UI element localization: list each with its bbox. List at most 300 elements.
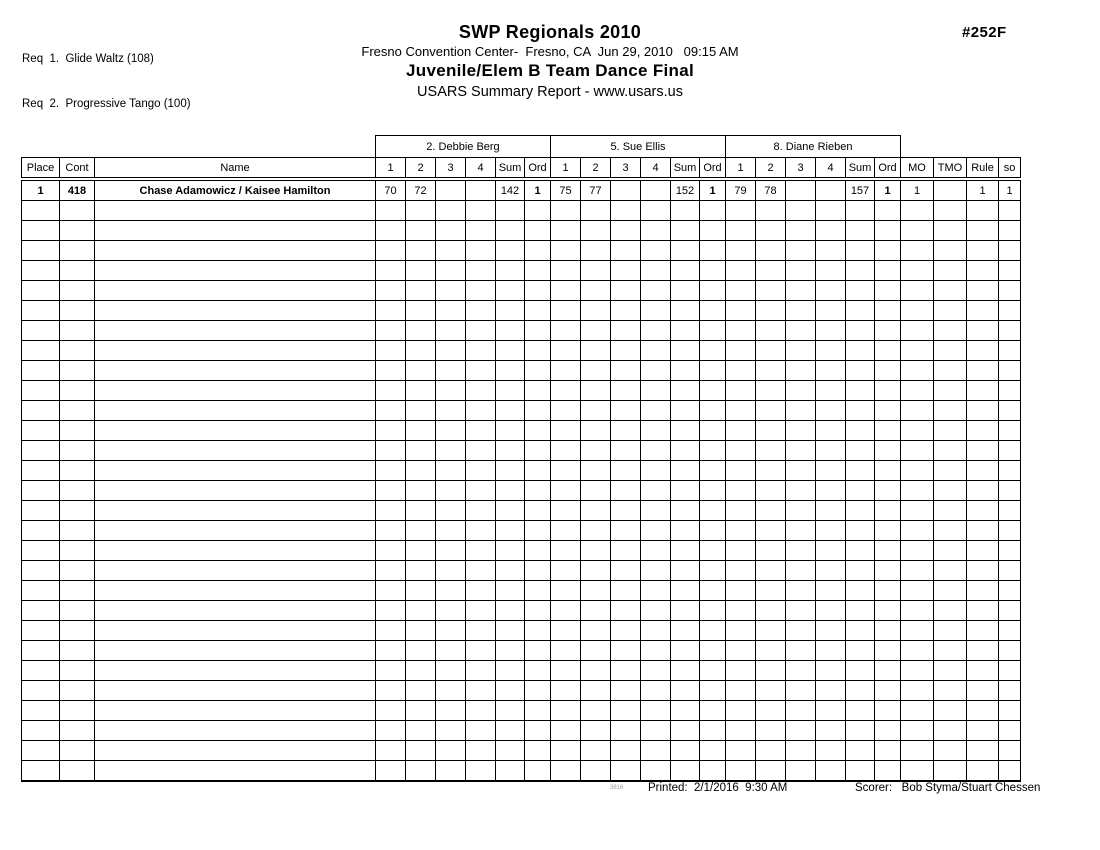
score-cell [581, 281, 611, 301]
score-cell [406, 521, 436, 541]
empty-row [22, 281, 1021, 301]
ord-cell [700, 201, 726, 221]
rule-cell [967, 401, 999, 421]
cont-cell [60, 601, 95, 621]
score-cell [581, 681, 611, 701]
sum-cell [496, 521, 525, 541]
score-cell [611, 341, 641, 361]
score-cell [611, 461, 641, 481]
ord-cell [525, 241, 551, 261]
score-cell [581, 721, 611, 741]
score-cell [551, 221, 581, 241]
score-cell [816, 661, 846, 681]
score-cell [406, 441, 436, 461]
sum-cell [496, 221, 525, 241]
col-header-judge2-2: 2 [581, 158, 611, 180]
place-cell [22, 341, 60, 361]
tmo-cell [934, 201, 967, 221]
score-cell [611, 581, 641, 601]
score-cell [756, 441, 786, 461]
score-cell [726, 561, 756, 581]
score-cell [641, 701, 671, 721]
ord-cell: 1 [875, 179, 901, 201]
score-cell [816, 341, 846, 361]
tmo-cell [934, 381, 967, 401]
sum-cell [846, 441, 875, 461]
ord-cell [875, 321, 901, 341]
score-cell [581, 441, 611, 461]
so-cell [999, 421, 1021, 441]
score-cell [641, 581, 671, 601]
place-cell [22, 441, 60, 461]
score-cell [551, 641, 581, 661]
score-cell [726, 741, 756, 761]
sum-cell [496, 501, 525, 521]
col-header-judge3-ord: Ord [875, 158, 901, 180]
score-cell [756, 381, 786, 401]
score-cell [376, 601, 406, 621]
ord-cell [525, 421, 551, 441]
score-cell [641, 601, 671, 621]
mo-cell [901, 241, 934, 261]
cont-cell [60, 421, 95, 441]
name-cell [95, 481, 376, 501]
score-cell [436, 641, 466, 661]
sum-cell [496, 641, 525, 661]
name-cell [95, 761, 376, 782]
score-cell [376, 441, 406, 461]
score-cell [581, 461, 611, 481]
score-cell [816, 321, 846, 341]
score-cell [406, 261, 436, 281]
score-cell [786, 641, 816, 661]
sum-cell [846, 541, 875, 561]
sum-cell: 152 [671, 179, 700, 201]
cont-cell [60, 401, 95, 421]
name-cell [95, 521, 376, 541]
sum-cell [671, 281, 700, 301]
ord-cell [700, 261, 726, 281]
mo-cell [901, 501, 934, 521]
sum-cell [846, 241, 875, 261]
score-cell [436, 341, 466, 361]
score-cell [376, 661, 406, 681]
score-cell [816, 581, 846, 601]
sum-cell [846, 481, 875, 501]
score-cell [436, 661, 466, 681]
empty-row [22, 501, 1021, 521]
ord-cell [700, 361, 726, 381]
name-cell [95, 301, 376, 321]
score-cell [756, 521, 786, 541]
score-cell [726, 201, 756, 221]
score-cell [726, 501, 756, 521]
ord-cell [525, 641, 551, 661]
score-cell [376, 741, 406, 761]
score-cell [466, 741, 496, 761]
empty-row [22, 341, 1021, 361]
place-cell [22, 241, 60, 261]
score-cell [581, 701, 611, 721]
so-cell [999, 481, 1021, 501]
sum-cell [671, 261, 700, 281]
req-1-line: Req 1. Glide Waltz (108) [22, 53, 154, 65]
score-cell [611, 761, 641, 782]
sum-cell [846, 601, 875, 621]
tmo-cell [934, 261, 967, 281]
ord-cell [525, 561, 551, 581]
ord-cell [525, 261, 551, 281]
ord-cell [875, 761, 901, 782]
mo-cell [901, 261, 934, 281]
cont-cell [60, 661, 95, 681]
ord-cell [700, 521, 726, 541]
sum-cell [671, 521, 700, 541]
sum-cell [671, 361, 700, 381]
so-cell [999, 761, 1021, 782]
rule-cell [967, 701, 999, 721]
empty-row [22, 641, 1021, 661]
score-cell [726, 401, 756, 421]
score-cell [786, 381, 816, 401]
score-cell [436, 361, 466, 381]
ord-cell [875, 621, 901, 641]
col-header-judge2-3: 3 [611, 158, 641, 180]
score-cell [786, 281, 816, 301]
cont-cell [60, 521, 95, 541]
score-cell [816, 501, 846, 521]
score-cell [611, 401, 641, 421]
score-cell [816, 281, 846, 301]
score-cell [726, 621, 756, 641]
score-cell [756, 561, 786, 581]
place-cell [22, 581, 60, 601]
ord-cell [875, 381, 901, 401]
score-cell [551, 281, 581, 301]
tmo-cell [934, 701, 967, 721]
score-cell [551, 261, 581, 281]
score-cell [641, 221, 671, 241]
cont-cell [60, 741, 95, 761]
sum-cell: 157 [846, 179, 875, 201]
rule-cell [967, 761, 999, 782]
score-cell [551, 381, 581, 401]
score-cell [376, 541, 406, 561]
place-cell: 1 [22, 179, 60, 201]
rule-cell [967, 341, 999, 361]
ord-cell [875, 601, 901, 621]
empty-row [22, 241, 1021, 261]
place-cell [22, 221, 60, 241]
place-cell [22, 201, 60, 221]
score-cell [436, 681, 466, 701]
rule-cell [967, 681, 999, 701]
score-cell [816, 681, 846, 701]
sum-cell [846, 341, 875, 361]
sum-cell [496, 341, 525, 361]
ord-cell [700, 761, 726, 782]
rule-cell [967, 641, 999, 661]
ord-cell [875, 561, 901, 581]
score-cell [581, 661, 611, 681]
sum-cell [671, 761, 700, 782]
ord-cell [700, 621, 726, 641]
score-cell [406, 581, 436, 601]
place-cell [22, 541, 60, 561]
ord-cell [875, 281, 901, 301]
score-cell [436, 601, 466, 621]
score-cell [641, 561, 671, 581]
empty-row [22, 541, 1021, 561]
sum-cell [496, 661, 525, 681]
sum-cell [671, 681, 700, 701]
ord-cell [875, 221, 901, 241]
score-cell [726, 521, 756, 541]
ord-cell [700, 381, 726, 401]
sum-cell [671, 501, 700, 521]
so-cell [999, 461, 1021, 481]
mo-cell [901, 341, 934, 361]
empty-row [22, 761, 1021, 782]
sum-cell [846, 221, 875, 241]
score-cell [436, 741, 466, 761]
score-cell [816, 401, 846, 421]
score-cell [786, 341, 816, 361]
score-cell [406, 281, 436, 301]
ord-cell [700, 601, 726, 621]
score-cell [551, 681, 581, 701]
score-cell [436, 541, 466, 561]
sum-cell [846, 741, 875, 761]
score-cell [786, 741, 816, 761]
score-cell [581, 521, 611, 541]
score-cell [726, 761, 756, 782]
score-cell [406, 341, 436, 361]
judge-name-cell-3: 8. Diane Rieben [726, 136, 901, 158]
sum-cell [846, 701, 875, 721]
score-cell [816, 621, 846, 641]
sum-cell [846, 421, 875, 441]
place-cell [22, 361, 60, 381]
ord-cell [875, 401, 901, 421]
score-cell [786, 201, 816, 221]
ord-cell [525, 221, 551, 241]
sum-cell [671, 481, 700, 501]
score-cell [436, 501, 466, 521]
score-cell [641, 661, 671, 681]
rule-cell: 1 [967, 179, 999, 201]
ord-cell [525, 661, 551, 681]
score-cell [376, 421, 406, 441]
place-cell [22, 421, 60, 441]
score-cell [641, 301, 671, 321]
score-cell [551, 341, 581, 361]
rule-cell [967, 321, 999, 341]
score-cell [816, 561, 846, 581]
score-cell [436, 561, 466, 581]
cont-cell [60, 501, 95, 521]
name-cell [95, 581, 376, 601]
score-cell [581, 341, 611, 361]
score-cell [436, 761, 466, 782]
score-cell [436, 281, 466, 301]
ord-cell [525, 601, 551, 621]
score-cell [376, 381, 406, 401]
cont-cell [60, 461, 95, 481]
score-cell [726, 701, 756, 721]
score-cell [726, 381, 756, 401]
cont-cell [60, 341, 95, 361]
tmo-cell [934, 681, 967, 701]
tmo-cell [934, 301, 967, 321]
col-header-judge1-2: 2 [406, 158, 436, 180]
sum-cell [846, 461, 875, 481]
ord-cell [700, 701, 726, 721]
sum-cell [846, 201, 875, 221]
place-cell [22, 381, 60, 401]
score-cell [551, 761, 581, 782]
cont-cell [60, 221, 95, 241]
score-cell: 78 [756, 179, 786, 201]
score-cell [816, 481, 846, 501]
judge-name-cell-2: 5. Sue Ellis [551, 136, 726, 158]
score-cell [726, 541, 756, 561]
ord-cell [875, 421, 901, 441]
score-cell [641, 441, 671, 461]
score-cell [406, 601, 436, 621]
sum-cell [671, 641, 700, 661]
score-cell [726, 461, 756, 481]
place-cell [22, 501, 60, 521]
score-cell [641, 761, 671, 782]
col-header-name: Name [95, 158, 376, 180]
ord-cell [700, 461, 726, 481]
score-cell [816, 179, 846, 201]
score-cell [376, 221, 406, 241]
ord-cell [700, 281, 726, 301]
score-cell [641, 481, 671, 501]
cont-cell [60, 621, 95, 641]
empty-row [22, 721, 1021, 741]
so-cell [999, 601, 1021, 621]
score-cell [406, 361, 436, 381]
rule-cell [967, 361, 999, 381]
score-table [21, 135, 1021, 782]
empty-row [22, 461, 1021, 481]
score-cell [786, 661, 816, 681]
empty-row [22, 201, 1021, 221]
venue-date-line: Fresno Convention Center- Fresno, CA Jun 29, 2010 09:15 AM [361, 44, 739, 59]
score-table-body [22, 136, 1021, 782]
mo-cell [901, 201, 934, 221]
ord-cell [875, 641, 901, 661]
score-cell [551, 421, 581, 441]
sum-cell [671, 441, 700, 461]
cont-cell [60, 201, 95, 221]
sum-cell [496, 401, 525, 421]
score-cell [611, 179, 641, 201]
score-cell [816, 741, 846, 761]
ord-cell [700, 721, 726, 741]
score-cell [551, 661, 581, 681]
sum-cell [671, 701, 700, 721]
score-cell [551, 601, 581, 621]
score-cell [466, 321, 496, 341]
score-cell [726, 221, 756, 241]
score-cell [786, 321, 816, 341]
name-cell [95, 381, 376, 401]
score-cell [611, 621, 641, 641]
score-cell [611, 661, 641, 681]
spacer-cell [22, 136, 376, 158]
score-cell [786, 521, 816, 541]
empty-row [22, 421, 1021, 441]
cont-cell [60, 321, 95, 341]
place-cell [22, 281, 60, 301]
ord-cell [525, 481, 551, 501]
score-cell [816, 381, 846, 401]
col-header-judge1-ord: Ord [525, 158, 551, 180]
so-cell [999, 641, 1021, 661]
score-cell [611, 361, 641, 381]
score-cell [466, 401, 496, 421]
score-cell [466, 601, 496, 621]
req-2-line: Req 2. Progressive Tango (100) [22, 98, 191, 110]
mo-cell [901, 421, 934, 441]
score-cell [756, 701, 786, 721]
mo-cell [901, 661, 934, 681]
score-cell [436, 581, 466, 601]
score-cell [816, 541, 846, 561]
score-cell [786, 501, 816, 521]
ord-cell [875, 661, 901, 681]
tmo-cell [934, 621, 967, 641]
score-cell [406, 481, 436, 501]
empty-row [22, 561, 1021, 581]
mo-cell [901, 461, 934, 481]
ord-cell [875, 461, 901, 481]
score-cell [581, 401, 611, 421]
score-cell [551, 241, 581, 261]
sum-cell [671, 601, 700, 621]
sum-cell [846, 761, 875, 782]
column-header-row [22, 158, 1021, 180]
rule-cell [967, 541, 999, 561]
so-cell [999, 341, 1021, 361]
ord-cell [875, 361, 901, 381]
score-cell [466, 241, 496, 261]
sum-cell [496, 201, 525, 221]
score-cell [581, 321, 611, 341]
sum-cell [496, 561, 525, 581]
score-cell [726, 481, 756, 501]
score-cell [611, 241, 641, 261]
sum-cell [671, 321, 700, 341]
name-cell [95, 421, 376, 441]
competition-title: SWP Regionals 2010 [458, 22, 642, 42]
cont-cell [60, 281, 95, 301]
cont-cell [60, 681, 95, 701]
score-cell [581, 541, 611, 561]
sum-cell [846, 501, 875, 521]
so-cell [999, 681, 1021, 701]
score-cell [466, 261, 496, 281]
tmo-cell [934, 721, 967, 741]
sum-cell [671, 401, 700, 421]
sum-cell [846, 621, 875, 641]
place-cell [22, 481, 60, 501]
tmo-cell [934, 761, 967, 782]
